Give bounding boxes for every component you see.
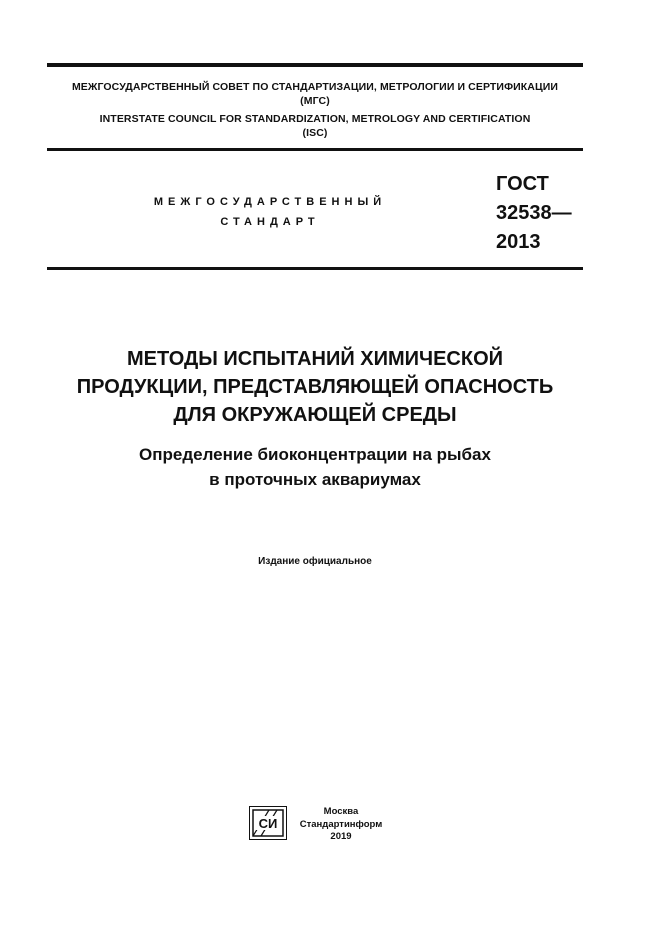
title-line3: ДЛЯ ОКРУЖАЮЩЕЙ СРЕДЫ xyxy=(173,404,457,426)
bottom-rule xyxy=(47,267,583,270)
publisher-imprint xyxy=(296,806,386,844)
designation-number: 32538— xyxy=(496,202,572,224)
document-title xyxy=(47,345,583,429)
standard-type xyxy=(120,192,420,232)
council-en-line1: INTERSTATE COUNCIL FOR STANDARDIZATION, METROLOGY AND CERTIFICATION xyxy=(99,113,531,125)
subtitle-line2: в проточных аквариумах xyxy=(209,470,421,489)
imprint-year: 2019 xyxy=(330,831,352,842)
middle-rule xyxy=(47,148,583,151)
council-name-en xyxy=(47,112,583,140)
council-ru-line1: МЕЖГОСУДАРСТВЕННЫЙ СОВЕТ ПО СТАНДАРТИЗАЦИИ, МЕТРОЛОГИИ И СЕРТИФИКАЦИИ xyxy=(71,81,559,93)
standard-type-line1: МЕЖГОСУДАРСТВЕННЫЙ xyxy=(153,196,387,208)
document-subtitle xyxy=(47,442,583,492)
designation-year: 2013 xyxy=(496,231,541,253)
top-rule xyxy=(47,63,583,67)
standartinform-logo-icon xyxy=(249,806,287,840)
council-ru-abbrev: (МГС) xyxy=(300,95,330,107)
council-name-ru xyxy=(47,80,583,108)
edition-label: Издание официальное xyxy=(258,556,372,567)
imprint-publisher: Стандартинформ xyxy=(299,818,383,830)
title-line1: МЕТОДЫ ИСПЫТАНИЙ ХИМИЧЕСКОЙ xyxy=(126,348,504,370)
council-en-abbrev: (ISC) xyxy=(302,127,328,139)
subtitle-line1: Определение биоконцентрации на рыбах xyxy=(139,445,491,464)
designation-prefix: ГОСТ xyxy=(496,173,549,195)
logo-text: СИ xyxy=(258,816,278,831)
imprint-city: Москва xyxy=(323,806,359,817)
standard-type-line2: СТАНДАРТ xyxy=(220,216,320,228)
title-line2: ПРОДУКЦИИ, ПРЕДСТАВЛЯЮЩЕЙ ОПАСНОСТЬ xyxy=(76,376,554,398)
standard-designation xyxy=(496,170,572,257)
